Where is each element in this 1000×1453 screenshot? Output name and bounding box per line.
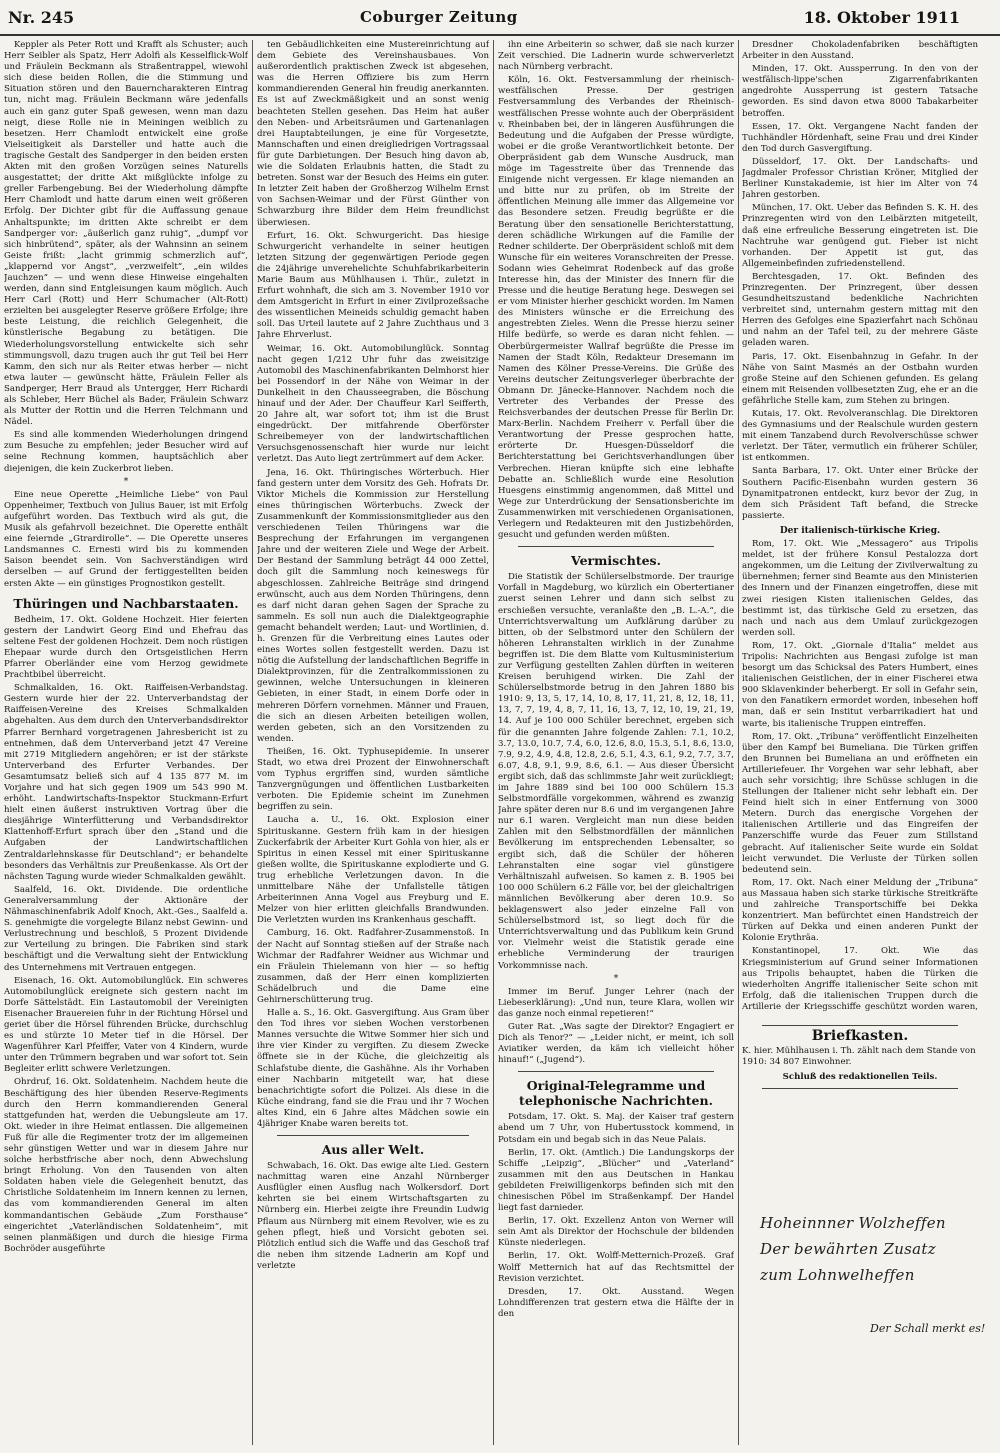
- section-rule: [518, 1071, 714, 1072]
- news-item: Immer im Beruf. Junger Lehrer (nach der Liebeserklärung): „Und nun, teure Klara, wollen wir das ganze noch einmal repetieren!“: [498, 986, 734, 1019]
- news-item: Theißen, 16. Okt. Typhusepidemie. In unserer Stadt, wo etwa drei Prozent der Einwohnerschaft vom Typhus ergriffen sind, wurden sämtliche Tanzvergnügungen und öffentlichen Lustbarkeiten verboten. Die Epidemie scheint im Zunehmen begriffen zu sein.: [257, 746, 489, 813]
- handwritten-line: Hoheinnner Wolzheffen: [760, 1214, 946, 1232]
- subsection-heading: Der italienisch-türkische Krieg.: [779, 525, 941, 536]
- masthead: [0, 0, 1000, 34]
- telegram-item: Berlin, 17. Okt. Wolff-Metternich-Prozeß. Graf Wolff Metternich hat auf das Rechtsmittel der Revision verzichtet.: [498, 1251, 734, 1284]
- article-paragraph: Es sind alle kommenden Wiederholungen dringend zum Besuche zu empfehlen; jeder Besucher wird auf seine Rechnung kommen, hauptsächlich aber diejenigen, die kein Zuckerbrot lieben.: [4, 430, 248, 474]
- column-1: [4, 40, 248, 1445]
- telegram-item: Santa Barbara, 17. Okt. Unter einer Brücke der Southern Pacific-Eisenbahn wurden gestern 36 Dynamitpatronen entdeckt, kurz bevor der Zug, in dem sich Präsident Taft befand, die Strecke passierte.: [742, 466, 978, 521]
- handwritten-line: Der bewährten Zusatz: [760, 1240, 936, 1258]
- news-item: Schmalkalden, 16. Okt. Raiffeisen-Verbandstag. Gestern wurde hier der 22. Unterverbandstag der Raiffeisen-Vereine des Kreises Schmalkalden abgehalten. Aus dem durch den Unterverbandsdirektor Pfarrer Bernhard vorgetragenen Jahresbericht ist zu entnehmen, daß dem Unterverband jetzt 47 Vereine mit 2719 Mitgliedern angehören; er ist der stärkste Unterverband des Erfurter Verbandes. Der Gesamtumsatz beließ sich auf 4 135 877 M. im Vorjahre und hat sich gegen 1909 um 543 990 M. erhöht. Landwirtschafts-Inspektor Stuckmann-Erfurt hielt einen äußerst instruktiven Vortrag über die diesjährige Winterfütterung und Verbandsdirektor Klattenhoff-Erfurt sprach über den „Stand und die Aufgaben der Landwirtschaftlichen Zentraldarlehnskasse für Deutschland“; er behandelte besonders das Verhältnis zur Preußenkasse. Als Ort der nächsten Tagung wurde wieder Schmalkalden gewählt.: [4, 683, 248, 882]
- telegram-item: Rom, 17. Okt. Nach einer Meldung der „Tribuna“ aus Massaua haben sich starke türkische Streitkräfte und zahlreiche Transportschiffe bei Dekka konzentriert. Man befürchtet einen Handstreich der Türken auf Dekka und einen anderen Punkt der Kolonie Erythräa.: [742, 877, 978, 944]
- telegram-item: Dresdner Chokoladenfabriken beschäftigten Arbeiter in den Ausstand.: [742, 40, 978, 62]
- news-item: Weimar, 16. Okt. Automobilunglück. Sonntag nacht gegen 1/212 Uhr fuhr das zweisitzige Automobil des Maschinenfabrikanten Delmhorst hier bei Possendorf in der Nähe von Weimar in der Dunkelheit in den Chausseegraben, die Böschung hinauf und der Ader. Der Chauffeur Karl Seifferth, 20 Jahre alt, war sofort tot; ihm ist die Brust eingedrückt. Der mitfahrende Oberförster Schreibemeyer von der landwirtschaftlichen Versuchsgenossenschaft hier wurde nur leicht verletzt. Das Auto liegt zertrümmert auf dem Acker.: [257, 343, 489, 465]
- news-item: Köln, 16. Okt. Festversammlung der rheinisch-westfälischen Presse. Der gestrigen Festversammlung des Verbandes der Rheinisch-westfälischen Presse wohnte auch der Oberpräsident v. Rheinbaben bei, der in längeren Ausführungen die Bedeutung und die Aufgaben der Presse würdigte, wobei er die große Verantwortlichkeit betonte. Der Oberpräsident gab dem Wunsche Ausdruck, man möge im Tagesstreite über das Trennende das Einigende nicht vergessen. Er klage niemanden an und bitte nur zu prüfen, ob im Streite der öffentlichen Meinung alle immer das Allgemeine vor das Besondere setzen. Freudig begrüßte er die Beratung über den sensationelle Berichterstattung, deren schädliche Wirkungen auf die Familie der Redner schilderte. Der Oberpräsident schloß mit dem Wunsche für ein weiteres Voranschreiten der Presse. Sodann wies Geheimrat Rodenbeck auf das große Interesse hin, das der Minister des Innern für die Presse und die heutige Beratung hege. Deswegen sei er vom Minister hierher geschickt worden. Im Namen des Ministers wünsche er die Erreichung des angestrebten Zieles. Wenn die Presse hierzu seiner Hilfe bedürfe, so werde es daran nicht fehlen. — Oberbürgermeister Wallraf begrüßte die Presse im Namen der Stadt Köln, Redakteur Dresemann im Namen des Kölner Presse-Vereins. Die Grüße des Vereins deutscher Zeitungsverleger überbrachte der Obmann Dr. Jänecke-Hannover. Nachdem noch die Vertreter des Verbandes der Presse des Reichsverbandes der deutschen Presse für Berlin Dr. Marx-Berlin. Nachdem Freiherr v. Perfall über die Verantwortung der Presse gesprochen hatte, erörterte Dr. Huesgen-Düsseldorf die Berichterstattung bei Gerichtsverhandlungen über Verbrechen. Hieran knüpfte sich eine lebhafte Debatte an. Schließlich wurde eine Resolution Huesgens einstimmig angenommen, daß Mittel und Wege zur Unterdrückung der Sensationsberichte im Zusammenwirken mit verschiedenen Organisationen, Verlegern und Redakteuren mit den Justizbehörden, gesucht und gefunden werden müßten.: [498, 75, 734, 541]
- handwritten-signature: Der Schall merkt es!: [870, 1322, 986, 1335]
- column-3: [498, 40, 734, 1445]
- briefkasten-section: [742, 1020, 978, 1094]
- column-divider: [738, 40, 739, 1445]
- news-item: Eisenach, 16. Okt. Automobilunglück. Ein schweres Automobilunglück ereignete sich gestern nacht im Dorfe Sättelstädt. Ein Lastautomobil der Vereinigten Eisenacher Brauereien fuhr in der Richtung Hörsel und geriet über die Hörsel führenden Brücke, durchschlug es und stürzte 10 Meter tief in die Hörsel. Der Wagenführer Karl Pfeiffer, Vater von 4 Kindern, wurde unter den Trümmern begraben und war sofort tot. Sein Begleiter erlitt schwere Verletzungen.: [4, 975, 248, 1075]
- article-paragraph: Keppler als Peter Rott und Krafft als Schuster; auch Herr Seibler als Spatz, Herr Adolfi als Kesselflick-Wolf und Fräulein Beckmann als Straßentrappel, wiewohl sich diese beiden Rollen, die die Stimmung und Situation stören und den Bauerncharakteren Eintrag tun, nicht mag. Fräulein Beckmann wäre jedenfalls auch ein ganz guter Spaß gewesen, wenn man dazu neigt, diese Rolle nie in Meiningen weiblich zu besetzen. Herr Chamlodt entwickelt eine große Vielseitigkeit als Darsteller und hatte auch die tragische Gestalt des Sandperger in den beiden ersten Akten mit den großen Vorzügen seines Naturells ausgestattet; der dritte Akt mißglückte infolge zu greller Farbengebung. Bei der Wiederholung dämpfte Herr Chamlodt und hatte darum einen weit größeren Erfolg. Der Dichter gibt für die Auffassung genaue Anhaltspunkte; im dritten Akte schreibt er dem Sandperger vor: „äußerlich ganz ruhig“, „dumpf vor sich hinbrütend“, später, als der Wahnsinn an seinem Geiste frißt: „lacht grimmig schmerzlich auf“, „klappernd vor Angst“, „verzweifelt“, „ein wildes Jauchzen“ — und wenn diese Hinweise eingehalten werden, dann sind Entgleisungen kaum möglich. Auch Herr Carl (Rott) und Herr Schumacher (Alt-Rott) erzielten bei ausgelegter Reserve größere Erfolge; ihre beste Leistung, die reichlich Gelegenheit, die künstlerische Begabung zu betätigen. Die Wiederholungsvorstellung entwickelte sich sehr stimmungsvoll, dazu trugen auch ihr gut Teil bei Herr Kamm, den sich nur als Reiter etwas herber — nicht etwa lauter — gewünscht hätte, Fräulein Feller als Sandperger, Herr Braud als Untergger, Herr Richardi als Schleber, Herr Büchel als Bader, Fräulein Schwarz als Mutter der Rottin und die Herren Telchmann und Nädel.: [4, 40, 248, 428]
- column-2: [257, 40, 489, 1445]
- telegram-item: Minden, 17. Okt. Aussperrung. In den von der westfälisch-lippe'schen Zigarrenfabrikanten angedrohte Aussperrung ist gestern Tatsache geworden. Es sind davon etwa 8000 Tabakarbeiter betroffen.: [742, 64, 978, 119]
- separator-star: *: [613, 973, 619, 984]
- news-item: Ohrdruf, 16. Okt. Soldatenheim. Nachdem heute die Beschäftigung des hier übenden Reserve-Regiments durch den Herrn kommandierenden General stattgefunden hat, werden die Uebungsleute am 17. Okt. wieder in ihre Heimat entlassen. Die allgemeinen Fuß für alle die Regimenter trotz der im allgemeinen sehr günstigen Wetter und war in diesem Jahre nur solche herbstfrische aber noch, denn Abwechslung bringt Erholung. Von den Tausenden von alten Soldaten haben viele die Gelegenheit benutzt, das Christliche Soldatenheim im Innern kennen zu lernen, das vom kommandierenden General im alten kommandantischen Gebäude „Zum Forsthause“ eingerichtet „Vaterländischen Soldatenheim“, mit seinen planmäßigen und durch die hiesige Firma Bochröder ausgeführte: [4, 1077, 248, 1254]
- section-rule: [762, 1088, 958, 1089]
- news-item: Die Statistik der Schülerselbstmorde. Der traurige Vorfall in Magdeburg, wo kürzlich ein Obertertianer zuerst seinen Lehrer und dann sich selbst zu erschießen versuchte, veranlaßte den „B. L.-A.“, die Unterrichtsverwaltung um Aufklärung darüber zu bitten, ob der Selbstmord unter den Schülern der höheren Lehranstalten wirklich in der Zunahme begriffen ist. Die dem Blatte vom Kultusministerium zur Verfügung gestellten Zahlen dürften in weiteren Kreisen beruhigend wirken. Die Zahl der Schülerselbstmorde betrug in den Jahren 1880 bis 1910: 9, 13, 5, 17, 14, 10, 8, 17, 11, 21, 8, 12, 18, 11, 13, 7, 7, 19, 4, 8, 7, 11, 16, 13, 7, 12, 10, 19, 21, 19, 14. Auf je 100 000 Schüler berechnet, ergeben sich für die genannten Jahre folgende Zahlen: 7.1, 10.2, 3.7, 13.0, 10.7, 7.4, 6.0, 12.6, 8.0, 15.3, 5.1, 8.6, 13.0, 7.9, 9.2, 4.9, 4.8, 12.8, 2.6, 5.1, 4.3, 6.1, 9.2, 7.7, 3.7, 6.07, 4.8, 9.1, 9.9, 8.6, 6.1. — Aus dieser Übersicht ergibt sich, daß das schlimmste Jahr weit zurückliegt; im Jahre 1889 sind bei 100 000 Schülern 15.3 Selbstmordfälle vorgekommen, während es zwanzig Jahre später deren nur 8.6 und im vergangenen Jahre nur 6.1 waren. Vergleicht man nun diese beiden Zahlen mit den Selbstmordfällen der männlichen Bevölkerung im entsprechenden Lebensalter, so ergibt sich, daß die Schüler der höheren Lehranstalten eine sogar viel günstigere Verhältniszahl aufweisen. So kamen z. B. 1905 bei 100 000 Schülern 6.2 Fälle vor, bei der gleichaltrigen männlichen Bevölkerung aber deren 10.9. So beklagenswert also jeder einzelne Fall von Schülerselbstmord ist, so liegt doch für die Unterrichtsverwaltung und das Publikum kein Grund vor. Vielmehr weist die Statistik gerade eine erhebliche Verminderung der traurigen Vorkommnisse nach.: [498, 572, 734, 971]
- telegram-item: München, 17. Okt. Ueber das Befinden S. K. H. des Prinzregenten wird von den Leibärzten mitgeteilt, daß eine erfreuliche Besserung eingetreten ist. Die Nachtruhe war genügend gut. Fieber ist nicht vorhanden. Der Appetit ist gut, das Allgemeinbefinden zufriedenstellend.: [742, 203, 978, 269]
- telegram-item: Dresden, 17. Okt. Ausstand. Wegen Lohndifferenzen trat gestern etwa die Hälfte der in den: [498, 1286, 734, 1319]
- section-rule: [277, 1135, 469, 1136]
- news-item: Jena, 16. Okt. Thüringisches Wörterbuch. Hier fand gestern unter dem Vorsitz des Geh. Hofrats Dr. Viktor Michels die Kommission zur Herstellung eines thüringischen Wörterbuchs. Zweck der Zusammenkunft der Kommissionsmitglieder aus den verschiedenen Teilen Thüringens war die Besprechung der Erfahrungen im vergangenen Jahre und der weiteren Ziele und Wege der Arbeit. Der Bestand der Sammlung beträgt 44 000 Zettel, doch gilt die Sammlung noch keineswegs für abgeschlossen. Zahlreiche Beiträge sind dringend erwünscht, auch aus dem Norden Thüringens, denn es darf nicht daran gehen Sagen der Sprache zu sammeln. Es soll nun auch die Dialektgeographie gemacht behandelt werden; Laut- und Wortlinien, d. h. Grenzen für die Verbreitung eines Lautes oder eines Wortes sollen festgestellt werden. Dazu ist nötig die Aufstellung der landschaftlichen Begriffe in Dialektprovinzen, für die Zentralkommissionen zu gewinnen, welche Untersuchungen in kleineren Gebieten, in einer Stadt, in einem Dorfe oder in mehreren Dörfern vornehmen. Männer und Frauen, die sich an diesen Arbeiten beteiligen wollen, werden gebeten, sich an den Vorsitzenden zu wenden.: [257, 467, 489, 744]
- section-rule: [762, 1025, 958, 1026]
- telegram-item: Paris, 17. Okt. Eisenbahnzug in Gefahr. In der Nähe von Saint Masmés an der Ostbahn wurden große Steine auf den Schienen gefunden. Es gelang einem mit Reisenden vollbesetzten Zug, ehe er an die gefährliche Stelle kam, zum Stehen zu bringen.: [742, 351, 978, 406]
- issue-number: Nr. 245: [8, 7, 75, 27]
- news-item: Guter Rat. „Was sagte der Direktor? Engagiert er Dich als Tenor?“ — „Leider nicht, er meint, ich soll Aviatiker werden, da käm ich vielleicht höher hinauf!“ („Jugend“).: [498, 1021, 734, 1066]
- news-item: Saalfeld, 16. Okt. Dividende. Die ordentliche Generalversammlung der Aktionäre der Nähmaschinenfabrik Adolf Knoch, Akt.-Ges., Saalfeld a. S. genehmigte die vorgelegte Bilanz nebst Gewinn- und Verlustrechnung und beschloß, 5 Prozent Dividende zur Verteilung zu bringen. Die Fabriken sind stark beschäftigt und die Verwaltung sieht der Entwicklung des Unternehmens mit Vertrauen entgegen.: [4, 884, 248, 973]
- section-rule: [518, 546, 714, 547]
- article-paragraph: ten Gebäudlichkeiten eine Mustereinrichtung auf dem Gebiete des Vereinshausbaues. Von außerordentlich praktischen Zweck ist abgesehen, was die Herren Offiziere bis zum Herrn kommandierenden General hin freudig anerkannten. Es ist auf Zweckmäßigkeit und an sonst wenig beachteten Stellen gesehen. Das Heim hat außer den Neben- und Arbeitsräumen und Gartenanlagen drei Hauptabteilungen, je eine für Vorgesetzte, Mannschaften und einen dreigliedrigen Vortragssaal für gute Darbietungen. Der Besuch hing davon ab, wie die Soldaten Erlaubnis hatten, die Stadt zu betreten. Sonst war der Besuch des Heims ein guter. In letzter Zeit haben der Großherzog Wilhelm Ernst von Sachsen-Weimar und der Fürst Günther von Schwarzburg ihre Bilder dem Heim freundlichst überwiesen.: [257, 40, 489, 228]
- telegram-item: Rom, 17. Okt. „Giornale d'Italia“ meldet aus Tripolis: Nachrichten aus Bengasi zufolge ist man besorgt um das Schicksal des Paters Humbert, eines italienischen Geistlichen, der in einer Fischerei etwa 900 Sklavenkinder beherbergt. Er soll in Gefahr sein, von den Fanatikern ermordet worden, inbesehen hoff man, daß er sein Institut verbarrikadiert hat und warte, bis italienische Truppen eintreffen.: [742, 640, 978, 729]
- news-item: Bedheim, 17. Okt. Goldene Hochzeit. Hier feierten gestern der Landwirt Georg Eind und Ehefrau das seltene Fest der goldenen Hochzeit. Dem noch rüstigen Ehepaar wurde durch den Ortsgeistlichen Herrn Pfarrer Oberländer eine vom Herzog gewidmete Prachtbibel überreicht.: [4, 614, 248, 681]
- section-heading: Aus aller Welt.: [321, 1142, 425, 1158]
- telegram-item: Essen, 17. Okt. Vergangene Nacht fanden der Tuchhändler Hördenhaft, seine Frau und drei Kinder den Tod durch Gasvergiftung.: [742, 121, 978, 154]
- column-4: [742, 40, 978, 1013]
- article-paragraph: Eine neue Operette „Heimliche Liebe“ von Paul Oppenheimer, Textbuch von Julius Bauer, ist mit Erfolg aufgeführt worden. Das Textbuch wird als gut, die Musik als gefahrvoll bezeichnet. Die Operette enthält eine feiernde „Gtrardirolle“. — Die Operette unseres Landsmannes C. Ernesti wird bis zu kommenden Saison beendet sein. Von Sachverständigen wird derselben — auf Grund der fertiggestellten beiden ersten Akte — ein günstiges Prognostikon gestellt.: [4, 489, 248, 589]
- separator-star: *: [123, 476, 129, 487]
- telegram-item: Konstantinopel, 17. Okt. Wie das Kriegsministerium auf Grund seiner Informationen aus Tripolis behauptet, haben die Türken die wiederholten Angriffe italienischer Seite schon mit Erfolg, daß die italienischen Truppen durch die Artillerie der Kriegsschiffe geschützt worden waren,: [742, 946, 978, 1012]
- telegram-item: Berchtesgaden, 17. Okt. Befinden des Prinzregenten. Der Prinzregent, über dessen Gesundheitszustand bedenkliche Nachrichten verbreitet sind, unternahm gestern mittag mit den Herren des Gefolges eine Spazierfahrt nach Schönau und nahm an der Tafel teil, zu der mehrere Gäste geladen waren.: [742, 271, 978, 349]
- telegram-item: Potsdam, 17. Okt. S. Maj. der Kaiser traf gestern abend um 7 Uhr, von Hubertusstock kommend, in Potsdam ein und begab sich in das Neue Palais.: [498, 1112, 734, 1145]
- column-divider: [493, 40, 494, 1445]
- section-heading: Vermischtes.: [571, 553, 661, 569]
- briefkasten-entry: K. hier. Mühlhausen i. Th. zählt nach dem Stande von 1910: 34 807 Einwohner.: [742, 1046, 976, 1068]
- news-item: Laucha a. U., 16. Okt. Explosion einer Spirituskanne. Gestern früh kam in der hiesigen Zuckerfabrik der Arbeiter Kurt Gohla von hier, als er Spiritus in einen Kessel mit einer Spirituskanne gießen wollte, die Spirituskanne explodierte und G. trug erhebliche Verletzungen davon. In die unmittelbare Nähe der Unfallstelle tätigen Arbeiterinnen Anna Vogel aus Freyburg und E. Melzer von hier erlitten gleichfalls Brandwunden. Die Verletzten wurden ins Krankenhaus geschafft.: [257, 815, 489, 926]
- newspaper-title: Coburger Zeitung: [359, 8, 518, 26]
- news-item: Schwabach, 16. Okt. Das ewige alte Lied. Gestern nachmittag waren eine Anzahl Nürnberger Ausflügler einen Ausflug nach Wolkersdorf. Dort kehrten sie bei einem Wirtschaftsgarten zu Nürnberg ein. Hierbei zeigte ihre Freundin Ludwig Pflaum aus Nürnberg mit einem Revolver, wie es zu gehen pflegt, hieß und Vorsicht geboten sei. Plötzlich entlud sich die Waffe und das Geschoß traf die neben ihm sitzende Ladnerin am Kopf und verletzte: [257, 1161, 489, 1271]
- news-item: Halle a. S., 16. Okt. Gasvergiftung. Aus Gram über den Tod ihres vor sieben Wochen verstorbenen Mannes versuchte die Witwe Sommer hier sich und ihre vier Kinder zu vergiften. Zu diesem Zwecke öffnete sie in der Küche, die gleichzeitig als Schlafstube diente, die Gashähne. Als ihr Vorhaben einer Nachbarin mitgeteilt war, hat diese benachrichtigte sofort die Polizei. Als diese in die Küche eindrang, fand sie die Frau und ihr 7 Wochen altes Kind, ein 6 Jahre altes Mädchen sowie ein 4jähriger Knabe waren bereits tot.: [257, 1008, 489, 1129]
- telegram-item: Berlin, 17. Okt. (Amtlich.) Die Landungskorps der Schiffe „Leipzig“, „Blücher“ und „Vaterland“ zusammen mit den aus Deutschen in Hankau gebildeten Freiwilligenkorps befinden sich mit den chinesischen Pöbel im Straßenkampf. Der Handel liegt fast darnieder.: [498, 1147, 734, 1214]
- telegram-item: Düsseldorf, 17. Okt. Der Landschafts- und Jagdmaler Professor Christian Kröner, Mitglied der Berliner Kunstakademie, ist hier im Alter von 74 Jahren gestorben.: [742, 156, 978, 201]
- telegram-item: Kutais, 17. Okt. Revolveranschlag. Die Direktoren des Gymnasiums und der Realschule wurden gestern mit einem Tanzabend durch Revolverschüsse schwer verletzt. Der Täter, vermutlich ein früherer Schüler, ist entkommen.: [742, 409, 978, 464]
- section-heading: Thüringen und Nachbarstaaten.: [13, 595, 239, 611]
- masthead-rule: [0, 34, 1000, 36]
- news-item: ihn eine Arbeiterin so schwer, daß sie nach kurzer Zeit verschied. Die Ladnerin wurde schwerverletzt nach Nürnberg verbracht.: [498, 40, 734, 73]
- section-heading: Original-Telegramme und telephonische Nachrichten.: [519, 1078, 713, 1109]
- briefkasten-title: Briefkasten.: [811, 1028, 909, 1044]
- news-item: Camburg, 16. Okt. Radfahrer-Zusammenstoß. In der Nacht auf Sonntag stießen auf der Straße nach Wichmar der Radfahrer Weidner aus Wichmar und ein Fräulein Thielemann von hier — so heftig zusammen, daß der Herr einen komplizierten Schädelbruch und die Dame eine Gehirnerschütterung trug.: [257, 928, 489, 1005]
- telegram-item: Berlin, 17. Okt. Exzellenz Anton von Werner will sein Amt als Direktor der Hochschule der bildenden Künste niederlegen.: [498, 1216, 734, 1249]
- column-divider: [252, 40, 253, 1445]
- handwritten-line: zum Lohnwelheffen: [760, 1266, 915, 1284]
- news-item: Erfurt, 16. Okt. Schwurgericht. Das hiesige Schwurgericht verhandelte in seiner heutigen letzten Sitzung der gegenwärtigen Periode gegen die 24jährige unverehelichte Schuhfabrikarbeiterin Marie Baum aus Mühlhausen i. Thür., zuletzt in Erfurt wohnhaft, die sich am 3. November 1910 vor dem Amtsgericht in Erfurt in einer Zivilprozeßsache des wissentlichen Meineids schuldig gemacht haben soll. Das Urteil lautete auf 2 Jahre Zuchthaus und 3 Jahre Ehrverlust.: [257, 230, 489, 341]
- issue-date: 18. Oktober 1911: [803, 7, 960, 27]
- telegram-item: Rom, 17. Okt. „Tribuna“ veröffentlicht Einzelheiten über den Kampf bei Bumeliana. Die Türken griffen den Brunnen bei Bumeliana an und eröffneten ein Artilleriefeuer. Ihr Vorgehen war sehr lebhaft, aber auch sehr vorsichtig; ihre Schüsse schlugen in die Stellungen der Italiener nicht sehr lebhaft ein. Der Feind hielt sich in einer Entfernung von 3000 Metern. Durch das energische Vorgehen der italienischen Artillerie und das Eingreifen der Panzerschiffe wurde das Feuer zum Stillstand gebracht. Auf italienischer Seite wurde ein Soldat leicht verwundet. Die Verluste der Türken sollen bedeutend sein.: [742, 731, 978, 875]
- telegram-item: Rom, 17. Okt. Wie „Messagero“ aus Tripolis meldet, ist der frühere Konsul Pestalozza dort angekommen, um die Leitung der Zivilverwaltung zu übernehmen; ferner sind Beamte aus den Ministerien des Innern und der Finanzen eingetroffen, diese mit zwei riesigen Kisten italienischen Geldes, das bestimmt ist, das türkische Geld zu ersetzen, das nach und nach aus dem Umlauf zurückgezogen werden soll.: [742, 539, 978, 638]
- editorial-end-note: Schluß des redaktionellen Teils.: [782, 1072, 938, 1083]
